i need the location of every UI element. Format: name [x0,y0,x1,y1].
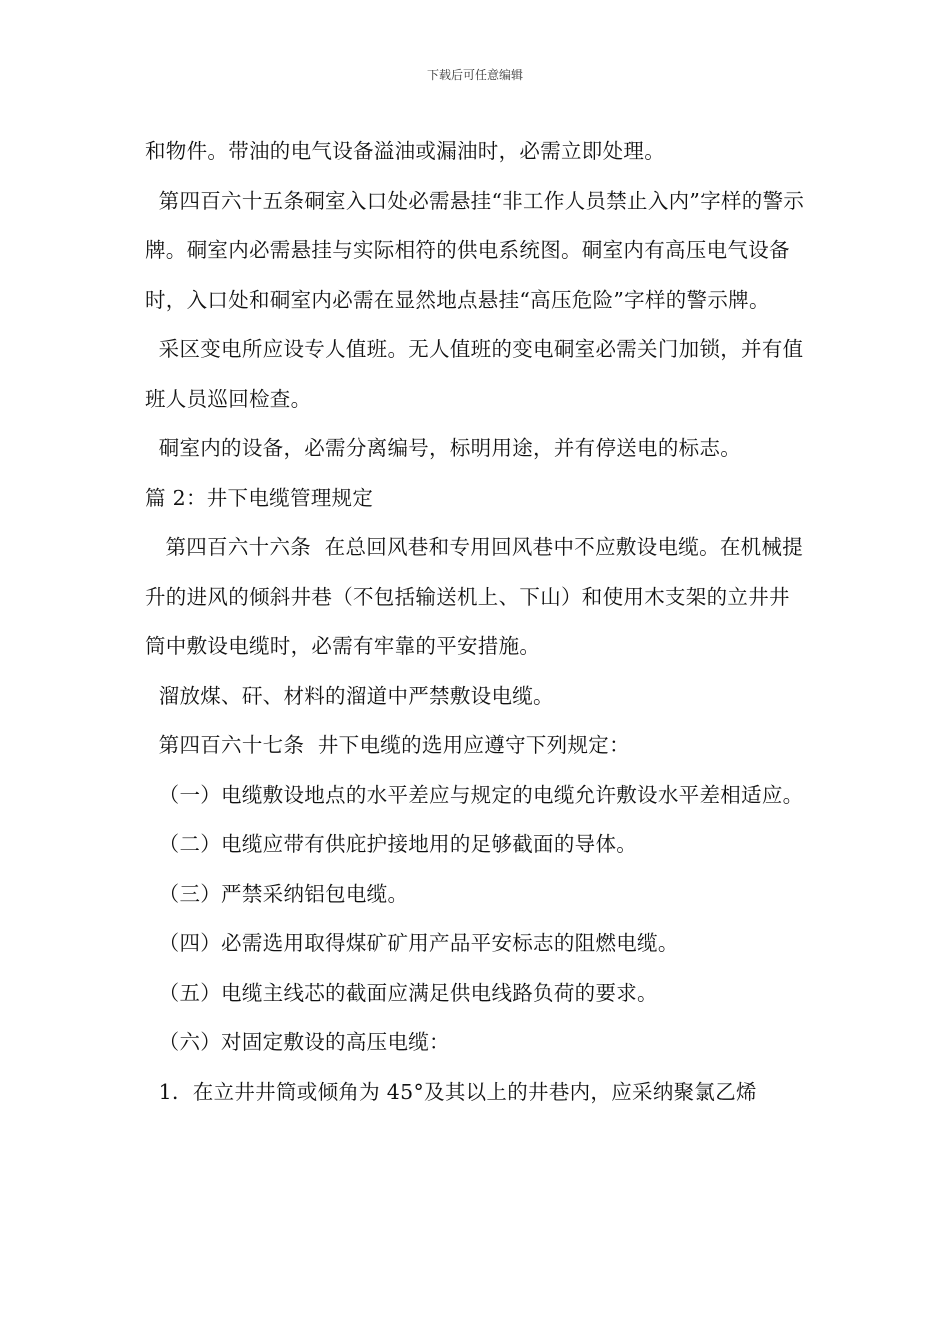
paragraph-2: 第四百六十五条硐室入口处必需悬挂“非工作人员禁止入内”字样的警示牌。硐室内必需悬挂与实际相符的供电系统图。硐室内有高压电气设备时，入口处和硐室内必需在显然地点悬挂“高压危险”字样的警示牌。 [145,188,805,312]
list-item-2: （二）电缆应带有供庇护接地用的足够截面的导体。 [145,832,638,856]
section-heading: 篇 2：井下电缆管理规定 [145,485,374,510]
list-item-3: （三）严禁采纳铝包电缆。 [145,881,409,906]
document-body [145,127,810,1117]
list-item-1: （一）电缆敷设地点的水平差应与规定的电缆允许敷设水平差相适应。 [145,782,804,807]
paragraph-1: 和物件。带油的电气设备溢油或漏油时，必需立即处理。 [145,139,665,163]
paragraph-7: 溜放煤、矸、材料的溜道中严禁敷设电缆。 [145,683,554,708]
paragraph-4: 硐室内的设备，必需分离编号，标明用途，并有停送电的标志。 [145,436,742,460]
paragraph-6: 第四百六十六条 在总回风巷和专用回风巷中不应敷设电缆。在机械提升的进风的倾斜井巷（不包括输送机上、下山）和使用木支架的立井井筒中敷设电缆时，必需有牢靠的平安措施。 [145,535,804,658]
paragraph-8: 第四百六十七条 井下电缆的选用应遵守下列规定： [145,733,630,757]
list-item-6: （六）对固定敷设的高压电缆： [145,1030,450,1054]
sub-item-1: 1．在立井井筒或倾角为 45°及其以上的井巷内，应采纳聚氯乙烯 [145,1079,757,1104]
paragraph-3: 采区变电所应设专人值班。无人值班的变电硐室必需关门加锁，并有值班人员巡回检查。 [145,337,804,411]
page-header: 下载后可任意编辑 [426,68,523,82]
list-item-4: （四）必需选用取得煤矿矿用产品平安标志的阻燃电缆。 [145,931,679,955]
list-item-5: （五）电缆主线芯的截面应满足供电线路负荷的要求。 [145,980,658,1005]
